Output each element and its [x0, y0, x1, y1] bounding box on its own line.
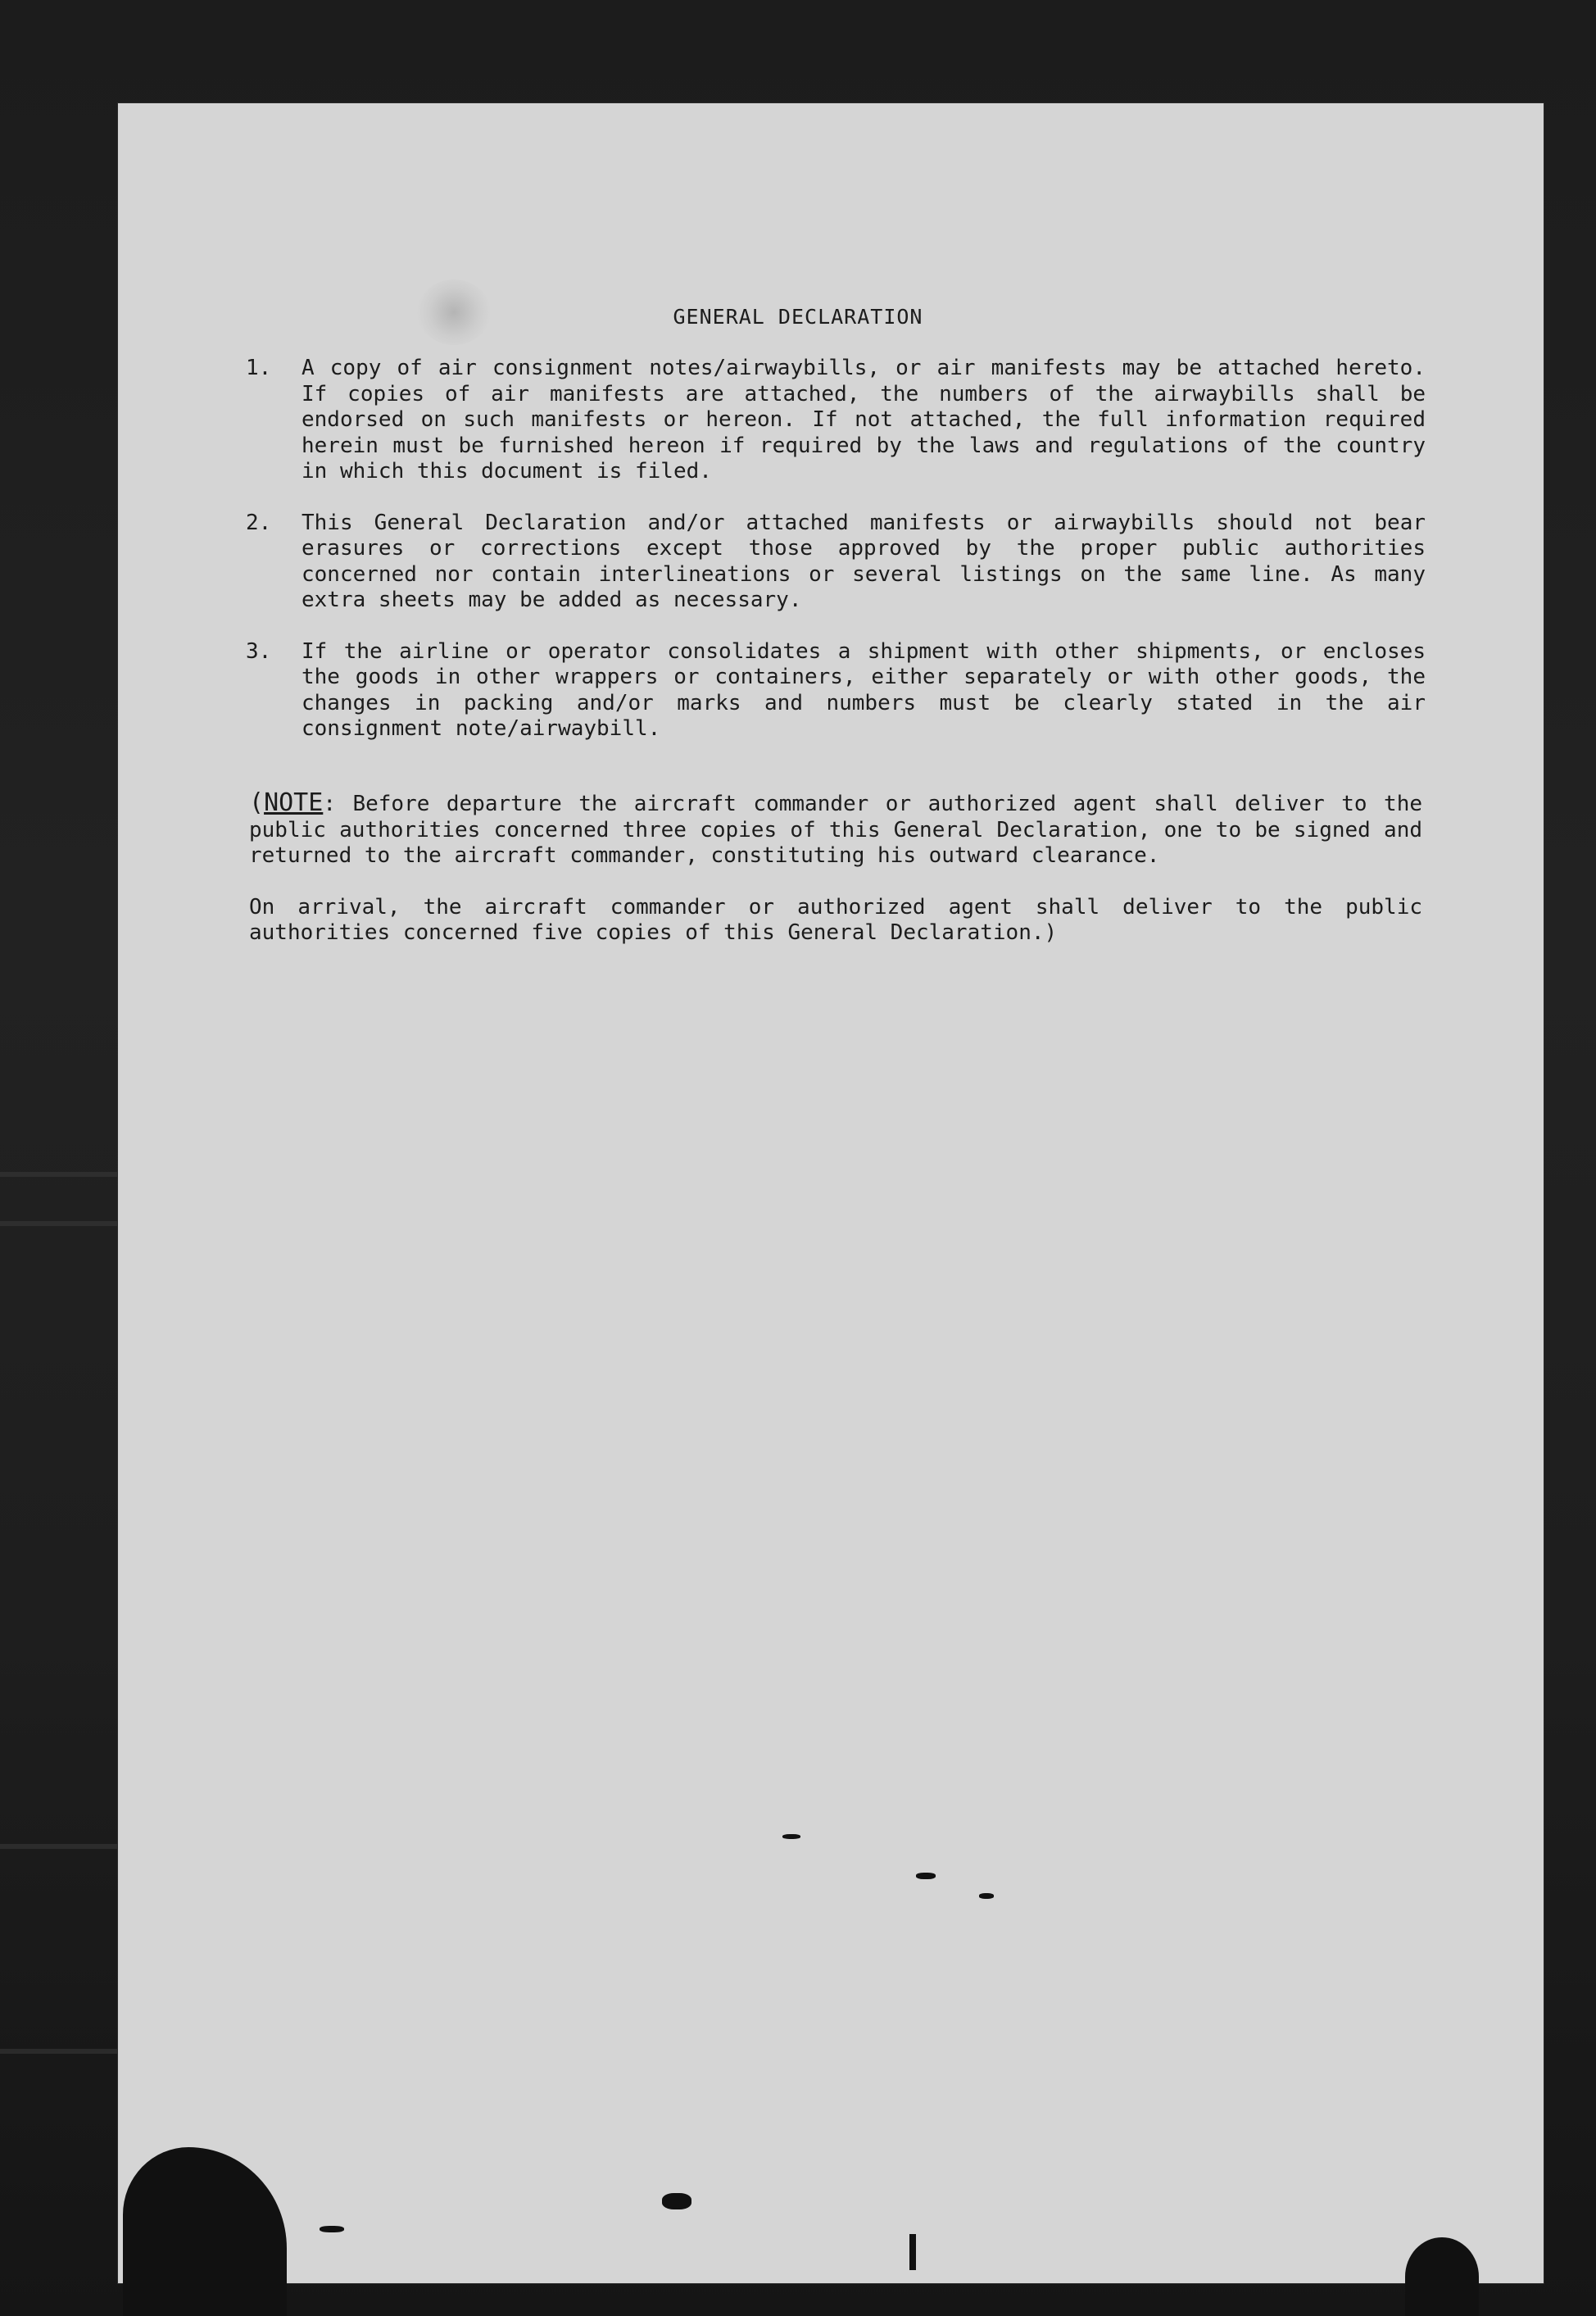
edge-damage [1405, 2237, 1479, 2316]
note-label: NOTE [264, 788, 324, 817]
item-number: 2. [246, 510, 272, 535]
ink-blot [782, 1834, 800, 1839]
declaration-items [246, 356, 1426, 768]
list-item [246, 511, 1426, 614]
list-item [246, 639, 1426, 742]
note-open-paren: ( [249, 788, 265, 817]
note-block [249, 790, 1422, 972]
arrival-paragraph: On arrival, the aircraft commander or authorized agent shall deliver to the public authorities concerned five copies of this General Declaration.) [249, 894, 1422, 945]
item-text: This General Declaration and/or attached manifests or airwaybills should not bear erasures or corrections except those approved by the proper public authorities concerned nor contain interlineations or several listings on the same line. As many extra sheets may be added as necessary. [302, 510, 1426, 612]
note-paragraph [249, 790, 1422, 870]
item-number: 1. [246, 356, 272, 380]
ink-blot [909, 2234, 916, 2270]
item-text: A copy of air consignment notes/airwaybills, or air manifests may be attached hereto. If copies of air manifests are attached, the numbers of the airwaybills shall be endorsed on such manifests or hereon. If not attached, the full information required herein must be furnished hereon if required by the laws and regulations of the country in which this document is filed. [302, 356, 1426, 484]
note-text: : Before departure the aircraft commander or authorized agent shall deliver to the public authorities concerned three copies of this General Declaration, one to be signed and returned to the aircraft commander, constituting his outward clearance. [249, 792, 1422, 868]
item-text: If the airline or operator consolidates a shipment with other shipments, or encloses the goods in other wrappers or containers, either separately or with other goods, the changes in packing and/or marks and numbers must be clearly stated in the air consignment note/airwaybill. [302, 638, 1426, 741]
ink-blot [916, 1873, 936, 1879]
item-number: 3. [246, 638, 272, 664]
ink-blot [979, 1893, 994, 1899]
list-item [246, 356, 1426, 485]
document-title: GENERAL DECLARATION [673, 305, 923, 329]
ink-blot [662, 2193, 691, 2209]
ink-blot [320, 2226, 344, 2232]
